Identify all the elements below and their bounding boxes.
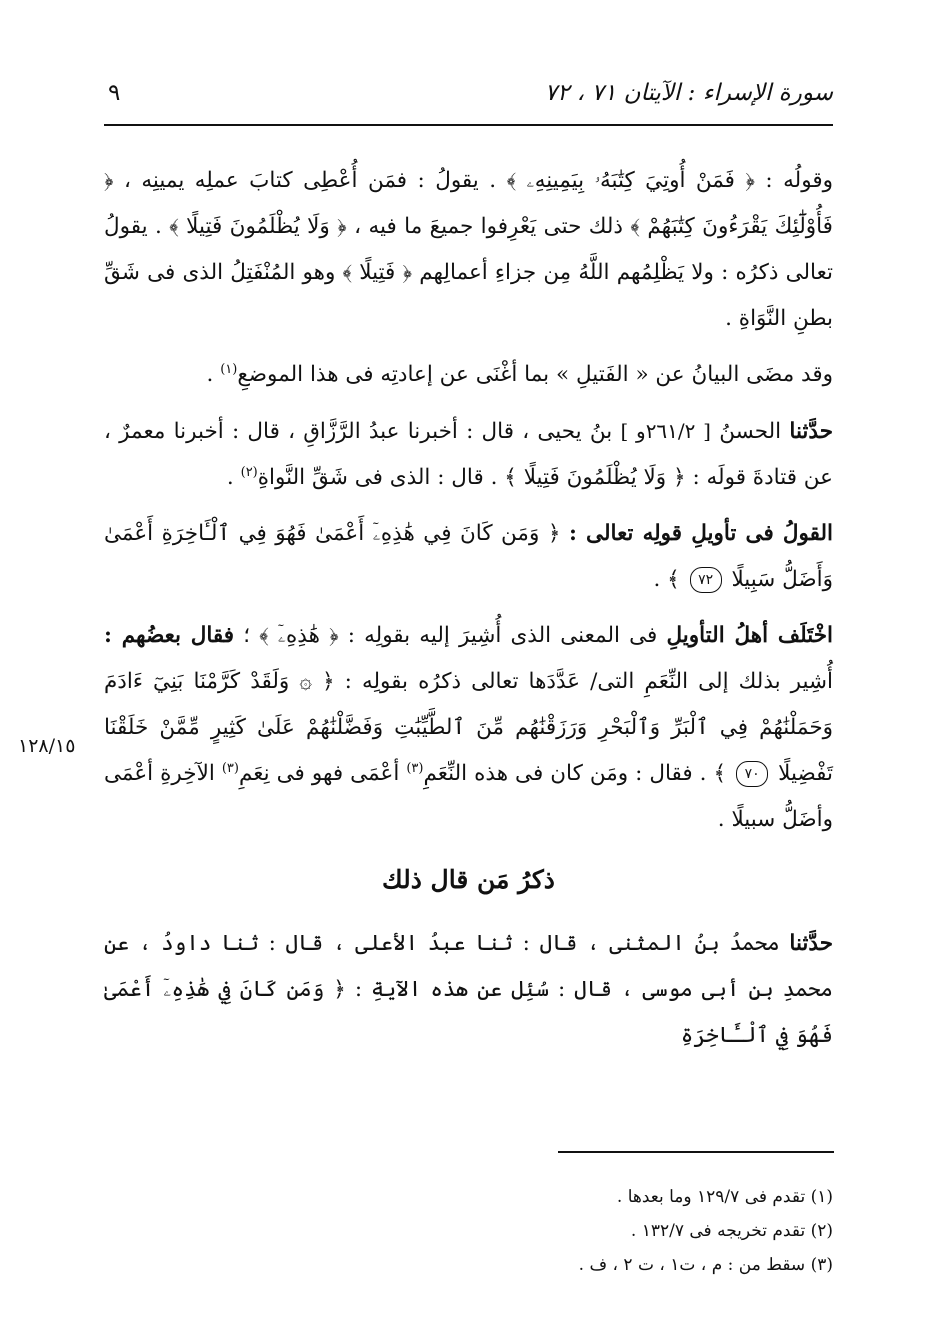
- text: فى المعنى الذى أُشِيرَ إليه بقولِه :: [347, 623, 658, 648]
- paragraph-2: [104, 352, 833, 398]
- section-lead: اخْتَلَف أهلُ التأويلِ: [666, 623, 833, 648]
- manuscript-ref: [ ٢٦١/٢و ]: [620, 419, 711, 443]
- ayah-number-icon: ٧٠: [736, 761, 768, 787]
- text: ﴾ .: [653, 567, 680, 592]
- paragraph-4: [104, 511, 833, 603]
- section-lead: فقال بعضُهم :: [104, 623, 235, 648]
- text: . يقولُ تعالى ذكرُه : ولا يَظْلِمُهم اللَّهُ مِن جزاءِ أعمالِهم: [104, 214, 833, 285]
- text: بنُ يحيى ، قال : أخبرنا عبدُ الرَّزَّاقِ ، قال : أخبرنا معمرٌ ، عن قتادةَ قولَه :: [104, 419, 833, 490]
- section-heading: ذكرُ مَن قال ذلك: [382, 865, 555, 894]
- hadith-lead: حدَّثنا: [789, 931, 833, 956]
- text: ذلك حتى يَعْرِفوا جميعَ ما فيه ،: [354, 214, 624, 239]
- paragraph-5: [104, 613, 833, 843]
- quran-quote: ﴿ وَلَا يُظْلَمُونَ فَتِيلًا ﴾: [504, 465, 686, 490]
- text: أُشِير بذلك إلى النِّعَمِ التى/ عَدَّدَها تعالى ذكرُه بقولِه :: [344, 669, 833, 694]
- quran-quote: ﴿ هَٰذِهِۦٓ ﴾: [259, 623, 339, 648]
- text: .: [206, 362, 214, 387]
- paragraph-3: [104, 408, 833, 501]
- margin-reference: ١٢٨/١٥: [18, 735, 76, 757]
- paragraph-6: [104, 921, 833, 1059]
- text: ؛: [243, 623, 251, 648]
- footnote-3: (٣) سقط من : م ، ت١ ، ت ٢ ، ف .: [578, 1255, 833, 1275]
- header-rule: [104, 124, 833, 126]
- paragraph-1: [104, 158, 833, 342]
- footnotes: [104, 1180, 833, 1282]
- text: . قال : الذى فى شَقِّ النَّواةِ: [257, 465, 498, 490]
- quran-quote: ﴿ وَمَن كَانَ فِي هَٰذِهِۦٓ أَعْمَىٰ فَهُوَ فِي ٱلْـَٔاخِرَةِ أَعْمَىٰ وَأَضَلُّ سَبِيلًا: [104, 521, 833, 592]
- ayah-number-icon: ٧٢: [690, 567, 722, 593]
- text: أعْمَى فهو فى نِعَمِ: [238, 761, 400, 786]
- text: .: [226, 465, 234, 490]
- footnote-marker: (٢): [240, 464, 258, 480]
- quran-quote: ﴿ فَمَنْ أُوتِيَ كِتَٰبَهُۥ بِيَمِينِهِۦ ﴾: [506, 168, 755, 193]
- text: وقولُه :: [765, 168, 833, 193]
- text: الآخِرةِ أعْمَى وأضَلُّ سبيلًا .: [104, 761, 833, 832]
- text: وقد مضَى البيانُ عن « الفَتيلِ » بما أغْنَى عن إعادتِه فى هذا الموضعِ: [237, 362, 833, 387]
- text: محمدُ بنُ المثنى ، قال : ثنا عبدُ الأعلى ، قال : ثنا داودُ ، عن محمدِ بنِ أبى موسى ، قال : سُئِل عن هذه الآيةِ :: [104, 931, 834, 1002]
- text: . يقولُ : فمَن أُعْطِى كتابَ عملِه يمينِه ،: [124, 168, 497, 193]
- footnote-marker: (١): [220, 361, 238, 377]
- hadith-lead: حدَّثنا: [789, 419, 833, 444]
- page-number: ٩: [108, 80, 121, 106]
- quran-quote: ﴿ ۞ وَلَقَدْ كَرَّمْنَا بَنِيٓ ءَادَمَ وَحَمَلْنَٰهُمْ فِي ٱلْبَرِّ وَٱلْبَحْرِ وَرَزَقْنَٰهُم مِّنَ ٱلطَّيِّبَٰتِ وَفَضَّلْنَٰهُمْ عَلَىٰ كَثِيرٍ مِّمَّنْ خَلَقْنَا تَفْضِيلًا: [104, 669, 833, 786]
- main-text: [104, 158, 833, 1069]
- text: وهو المُنْفَتِلُ الذى فى شَقِّ بطنِ النَّوَاةِ .: [104, 260, 833, 331]
- quran-quote: ﴿ فَتِيلًا ﴾: [342, 260, 413, 285]
- running-header: [104, 78, 833, 118]
- quran-quote: ﴿ وَلَا يُظْلَمُونَ فَتِيلًا ﴾: [169, 214, 347, 239]
- text: الحسنُ: [719, 419, 782, 444]
- section-lead: القولُ فى تأويلِ قولِه تعالى :: [568, 521, 834, 546]
- footnote-marker: (٣): [406, 760, 424, 776]
- footnote-2: (٢) تقدم تخريجه فى ١٣٢/٧ .: [630, 1221, 833, 1241]
- footnote-rule: [558, 1151, 834, 1153]
- quran-quote: ﴿ وَمَن كَانَ فِي هَٰذِهِۦٓ أَعْمَىٰ فَهُوَ فِي ٱلْـَٔاخِرَةِ: [104, 977, 833, 1048]
- footnote-1: (١) تقدم فى ١٢٩/٧ وما بعدها .: [616, 1187, 833, 1207]
- header-title: سورة الإسراء : الآيتان ٧١ ، ٧٢: [544, 80, 833, 106]
- footnote-marker: (٣): [221, 760, 239, 776]
- quran-quote: ﴿ فَأُوْلَٰٓئِكَ يَقْرَءُونَ كِتَٰبَهُمْ ﴾: [104, 168, 833, 239]
- text: ﴾: [713, 761, 727, 786]
- text: . فقال : ومَن كان فى هذه النِّعَمِ: [423, 761, 707, 786]
